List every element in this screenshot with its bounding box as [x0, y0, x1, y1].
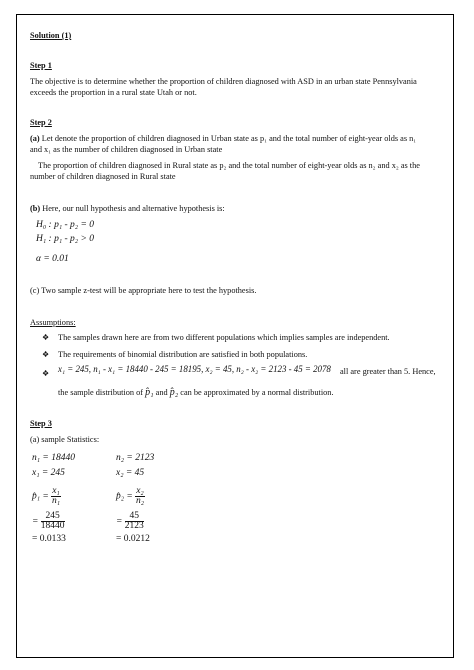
step1-text-line2: exceeds the proportion in a rural state Utah or not. [30, 88, 197, 97]
step2-a-text: Let denote the proportion of children diagnosed in Urban state as p₁ and the total number of eight-year olds as n₁ [41, 134, 417, 143]
bullet-icon: ❖ [42, 333, 50, 342]
assumption-item-3-text-a: the sample distribution of [58, 388, 144, 397]
step3-a-text: (a) sample Statistics: [30, 435, 100, 444]
step2-heading: Step 2 [30, 118, 52, 127]
p2-hat-substitution [116, 512, 144, 531]
significance-level: α = 0.01 [36, 254, 69, 264]
step2-b-label: (b) [30, 204, 41, 213]
n1-value: n₁ = 18440 [32, 453, 75, 463]
p1-hat-lhs: p̂₁ = [32, 491, 49, 502]
alternative-hypothesis: H₁ : p₁ - p₂ > 0 [36, 234, 95, 244]
p1-hat-formula [32, 487, 61, 506]
p2-hat-result: = 0.0212 [116, 534, 150, 544]
assumption-item-2: The requirements of binomial distribution are satisfied in both populations. [58, 350, 308, 359]
p1-hat-symbol: p̂₁ [145, 387, 154, 398]
p2-value-denominator: 2123 [124, 521, 144, 531]
step2-a-line1 [30, 134, 416, 145]
x2-value: x₂ = 45 [116, 468, 145, 478]
step2-rural-line1: The proportion of children diagnosed in Rural state as p₂ and the total number of eight-year olds as n₂ and x₂ as the [38, 161, 420, 170]
p1-hat-substitution [32, 512, 65, 531]
and-word: and [155, 388, 168, 397]
step2-b-line [30, 204, 225, 215]
step2-a-line2: and x₁ as the number of children diagnosed in Urban state [30, 145, 223, 154]
p1-formula-numerator: x₁ [52, 486, 60, 496]
equals-sign: = [32, 516, 39, 527]
step3-heading: Step 3 [30, 419, 52, 428]
assumption-item-3-math: x₁ = 245, n₁ - x₁ = 18440 - 245 = 18195, x₂ = 45, n₂ - x₂ = 2123 - 45 = 2078 [58, 364, 331, 374]
n2-value: n₂ = 2123 [116, 453, 155, 463]
bullet-icon: ❖ [42, 350, 50, 359]
assumptions-heading: Assumptions: [30, 318, 76, 327]
p1-hat-result: = 0.0133 [32, 534, 66, 544]
assumption-item-3-text-b: can be approximated by a normal distribution. [180, 388, 334, 397]
step2-c-text: (c) Two sample z-test will be appropriate here to test the hypothesis. [30, 286, 257, 295]
step2-b-text: Here, our null hypothesis and alternative hypothesis is: [42, 204, 225, 213]
p2-hat-formula [116, 487, 145, 506]
assumption-item-3-line2 [58, 388, 334, 399]
p2-formula-denominator: n₂ [135, 496, 145, 506]
bullet-icon: ❖ [42, 369, 50, 378]
p2-value-numerator: 45 [125, 512, 144, 522]
p2-formula-numerator: x₂ [136, 486, 144, 496]
assumption-item-3-tail: all are greater than 5. Hence, [340, 367, 436, 376]
solution-title: Solution (1) [30, 31, 72, 40]
x1-value: x₁ = 245 [32, 468, 65, 478]
p2-hat-symbol: p̂₂ [169, 387, 179, 398]
p2-hat-lhs: p̂₂ = [116, 491, 133, 502]
equals-sign: = [116, 516, 123, 527]
p1-value-denominator: 18440 [40, 521, 65, 531]
assumption-item-1: The samples drawn here are from two different populations which implies samples are independent. [58, 333, 390, 342]
step2-a-label: (a) [30, 134, 40, 143]
null-hypothesis: H₀ : p₁ - p₂ = 0 [36, 220, 95, 230]
step1-text-line1: The objective is to determine whether the proportion of children diagnosed with ASD in an urban state Pennsylvania [30, 77, 417, 86]
step1-heading: Step 1 [30, 61, 52, 70]
p1-value-numerator: 245 [41, 512, 65, 522]
p1-formula-denominator: n₁ [51, 496, 61, 506]
step2-rural-line2: number of children diagnosed in Rural state [30, 172, 176, 181]
